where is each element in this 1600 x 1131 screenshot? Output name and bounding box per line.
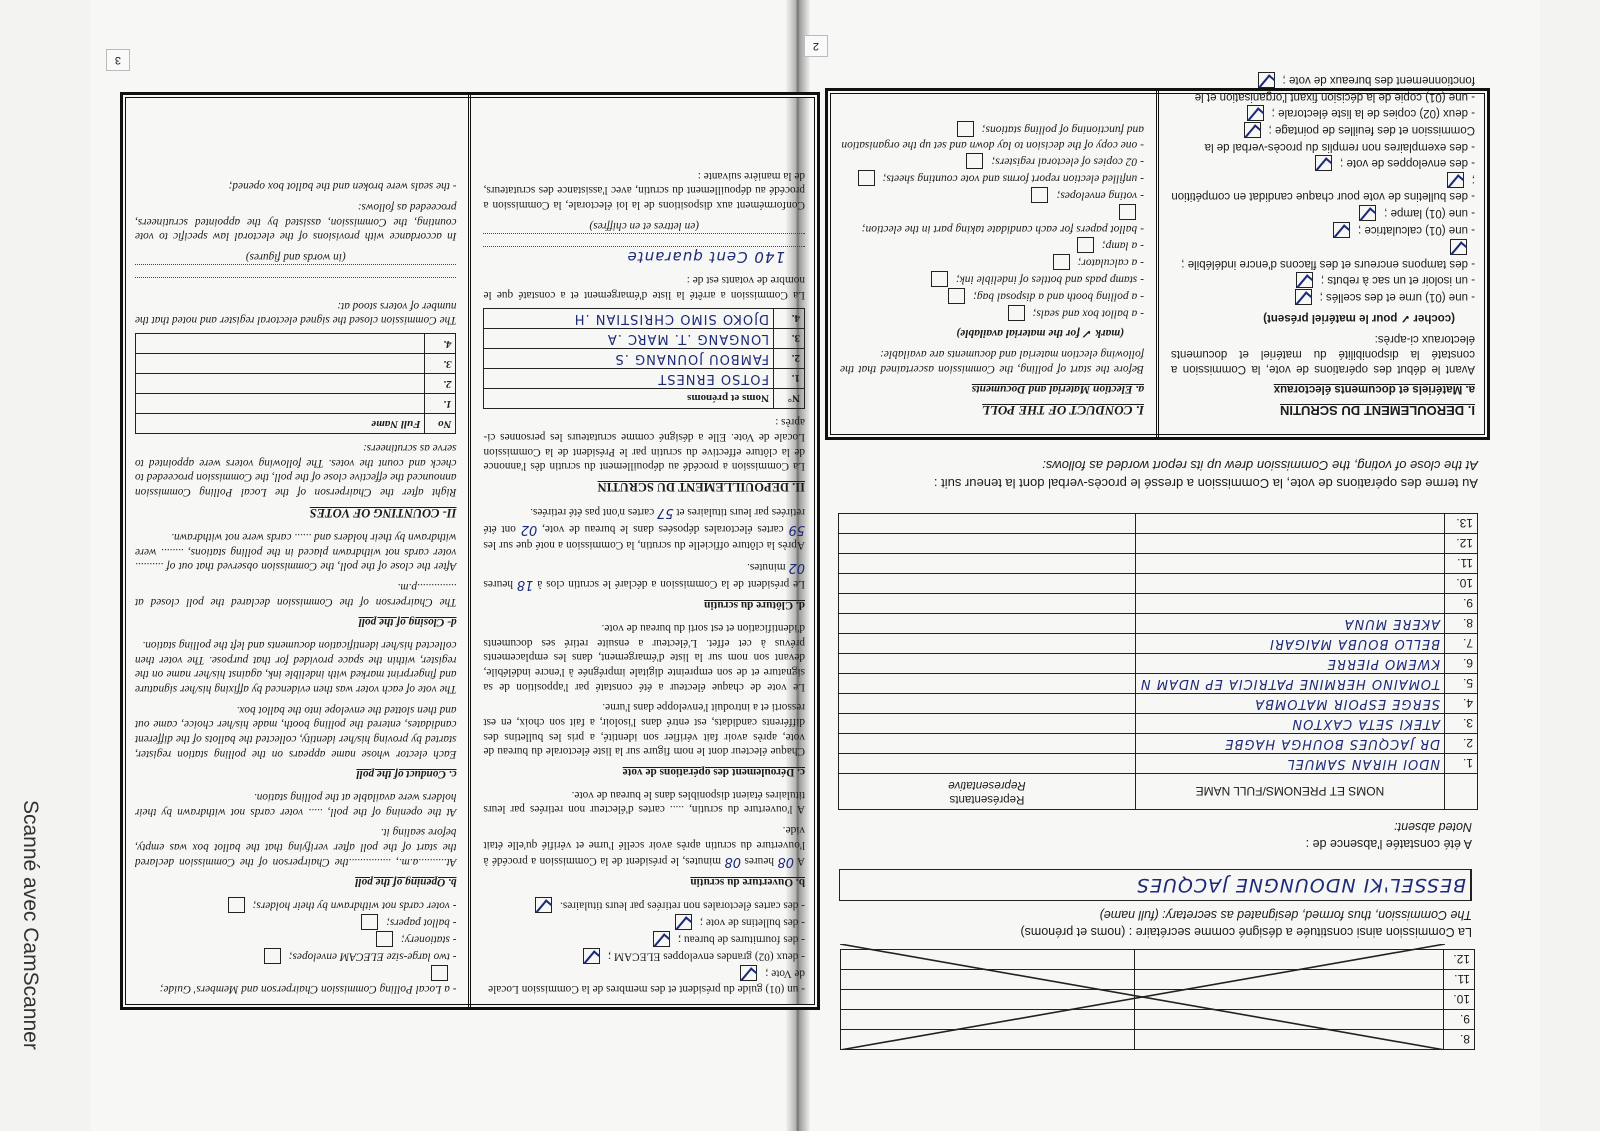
name-cell[interactable]: FAMBOU JOUNANG .S <box>484 348 774 368</box>
item-label: - des cartes électorales non retirées par leurs titulaires. <box>560 899 805 912</box>
item-label: - one copy of the decision to lay down and set up the organisation and functioning of polling stations; <box>841 123 1144 152</box>
cards-total-field[interactable]: 59 <box>788 522 805 538</box>
opening-heading: b. Opening of the poll <box>355 876 457 889</box>
cards-text-part: Après la clôture officielle du scrutin, la Commission a noté que sur les <box>483 538 805 551</box>
checklist-item <box>484 948 806 964</box>
row-number: 4. <box>774 308 805 328</box>
item-label: - une (01) lampe ; <box>1384 206 1475 219</box>
material-column-en <box>828 91 1159 437</box>
table-row <box>484 328 805 348</box>
closing-heading: d- Closing of the poll <box>358 616 457 629</box>
table-row <box>839 534 1478 554</box>
closing-text-part: heures <box>483 577 513 590</box>
material-checklist <box>840 121 1144 321</box>
material-checklist <box>1171 72 1475 305</box>
opening-cards-text: At the opening of the poll, ..... voter cards not withdrawn by their holders were available at the polling station. <box>135 790 457 818</box>
item-label: - des bulletins de vote pour chaque candidat en compétition ; <box>1171 174 1475 203</box>
row-number: 11. <box>1445 554 1478 574</box>
name-cell[interactable] <box>1135 594 1444 614</box>
header-number: N° <box>774 388 805 408</box>
checkbox[interactable] <box>948 288 965 304</box>
checklist-item <box>484 931 806 947</box>
conduct-text-2: The vote of each voter was then evidenced by affixing his/her signature and fingerprint marked with indelible ink, against his/her name on the register, within the space provided for that purpose. The voter then collected his/her identification documents and left the polling station. <box>135 638 457 695</box>
name-cell[interactable]: DJOKO SIMO CHRISTIAN .H <box>484 308 774 328</box>
item-label: - a polling booth and a disposal bag; <box>973 289 1144 302</box>
row-number: 12. <box>1444 950 1475 970</box>
item-label: - a Local Polling Commission Chairperson and Members' Guide; <box>159 983 457 995</box>
checklist-item <box>840 271 1144 287</box>
item-label: - deux (02) grandes enveloppes ELECAM ; <box>607 950 805 963</box>
table-row <box>839 574 1478 594</box>
table-row <box>136 394 457 414</box>
representative-cell[interactable] <box>839 734 1136 754</box>
absent-label-fr: A été constatée l'absence de : <box>1305 837 1472 851</box>
table-row <box>484 348 805 368</box>
closing-time-text <box>484 558 806 592</box>
checklist-item <box>135 965 457 996</box>
table-row <box>839 514 1478 534</box>
item-label: - des fournitures de bureau ; <box>677 933 805 946</box>
checklist-item <box>840 121 1144 152</box>
material-column-fr <box>1159 74 1487 437</box>
reps-header-name: NOMS ET PRENOMS/FULL NAME <box>1135 774 1444 810</box>
row-number: 3. <box>425 354 456 374</box>
checkbox[interactable] <box>1295 289 1312 305</box>
closing-text-part: Le président de la Commission a déclaré le scrutin clos à <box>537 577 805 590</box>
checklist-item <box>840 237 1144 253</box>
intro-text: Avant le début des opérations de vote, la Commission a constaté la disponibilité du matériel et documents électoraux ci-après: <box>1171 332 1475 376</box>
item-label: - voter cards not withdrawn by their holders; <box>252 899 457 912</box>
row-number: 11. <box>1444 970 1475 990</box>
checklist-item <box>484 897 806 913</box>
absent-label-en: Noted absent: <box>1394 820 1472 834</box>
name-cell[interactable]: KWEMO PIERRE <box>1135 654 1444 674</box>
checklist-item <box>1171 172 1475 204</box>
scrutineers-table <box>135 333 457 434</box>
reps-header-number <box>1445 774 1478 810</box>
checklist-item <box>1171 105 1475 121</box>
checkbox[interactable] <box>957 121 974 137</box>
voters-count-text: The Commission closed the signed electoral register and noted that the number of voters stood at: <box>134 299 457 327</box>
representative-cell[interactable] <box>839 754 1136 774</box>
name-cell[interactable]: BELLO BOUBA MAIGARI <box>1135 634 1444 654</box>
representative-cell[interactable] <box>839 714 1136 734</box>
checkbox[interactable] <box>1008 305 1025 321</box>
counting-text: Right after the Chairperson of the Local Polling Commission announced the effective close of the poll, the Commission proceeded to check and count the votes. The following voters were appointed to serve as scrutineers: <box>135 441 457 498</box>
table-row <box>839 714 1478 734</box>
representative-cell[interactable] <box>839 594 1136 614</box>
representative-cell[interactable] <box>839 654 1136 674</box>
item-label: - ballot papers; <box>386 916 457 929</box>
intro-text: Before the start of polling, the Commission ascertained that the following election material and documents are available: <box>840 348 1144 376</box>
row-number: 10. <box>1445 574 1478 594</box>
checkbox[interactable] <box>1119 204 1136 220</box>
item-label: - two large-size ELECAM envelopes; <box>288 950 457 963</box>
checkbox[interactable] <box>376 931 393 947</box>
row-number: 1. <box>1445 754 1478 774</box>
table-row <box>839 694 1478 714</box>
row-number: 4. <box>1445 694 1478 714</box>
header-name: Noms et prénoms <box>484 388 774 408</box>
checkbox[interactable] <box>1053 254 1070 270</box>
checklist-item <box>1171 204 1475 220</box>
table-row <box>839 734 1478 754</box>
checklist-item <box>840 305 1144 321</box>
checkbox[interactable] <box>740 965 757 981</box>
instruction-text: (mark ✓ for the material available) <box>956 326 1124 339</box>
name-cell[interactable]: SERGE ESPOIR MATOMBA <box>1135 694 1444 714</box>
checkbox[interactable] <box>1032 187 1049 203</box>
conduct-heading: c. Déroulement des opérations de vote <box>622 766 805 779</box>
item-label: - stamp pads and bottles of indelible ink; <box>955 272 1144 285</box>
checkbox[interactable] <box>432 965 449 981</box>
opening-cards-text: A l'ouverture du scrutin, ..... cartes d'électeur non retirées par leurs titulaires étaient disponibles dans le bureau de vote. <box>483 788 805 816</box>
closing-text-part: minutes. <box>747 560 786 573</box>
voters-count-field[interactable]: 140 Cent quarante <box>484 246 806 267</box>
material-checklist-continued <box>484 897 806 996</box>
conduct-text-1: Chaque électeur dont le nom figure sur la liste électorale du bureau de vote, après avoir fait vérifier son identité, a pris les bulletins des différents candidats, est entré dans l'isoloir, a fait son choix, en est ressorti et a introduit l'enveloppe dans l'urne. <box>483 701 805 758</box>
table-row <box>136 374 457 394</box>
checklist-item <box>1171 289 1475 305</box>
cards-text-part: cartes n'ont pas été retirées. <box>530 506 655 519</box>
election-material-box <box>825 74 1490 440</box>
name-cell[interactable] <box>136 394 426 414</box>
opening-text-part: A <box>797 854 805 867</box>
reps-header-rep-en: Representative <box>948 779 1026 792</box>
conduct-text-1: Each elector whose name appears on the polling station register, started by proving his/her identity, collected the ballots of the different candidates, entered the polling booth, made his/her choice, came out and then slotted the envelope into the ballot box. <box>135 703 457 760</box>
name-cell[interactable] <box>136 334 426 354</box>
checkbox[interactable] <box>228 897 245 913</box>
crossed-out-mark <box>840 944 1445 1050</box>
table-row <box>136 354 457 374</box>
item-label: - une (01) urne et des scellés ; <box>1319 291 1475 304</box>
conduct-heading: c. Conduct of the poll <box>356 768 457 781</box>
checkbox[interactable] <box>361 914 378 930</box>
table-row <box>839 594 1478 614</box>
name-cell[interactable] <box>1135 574 1444 594</box>
row-number: 8. <box>1444 1030 1475 1050</box>
name-cell[interactable] <box>1135 554 1444 574</box>
checkbox[interactable] <box>264 948 281 964</box>
item-label: - voting envelopes; <box>1056 189 1144 202</box>
representative-cell[interactable] <box>839 674 1136 694</box>
table-row <box>839 634 1478 654</box>
checkbox[interactable] <box>1247 105 1264 121</box>
counting-step: - the seals were broken and the ballot box opened; <box>228 180 457 193</box>
item-label: - des tampons encreurs et des flacons d'encre indélébile ; <box>1181 257 1475 270</box>
representative-cell[interactable] <box>839 574 1136 594</box>
opening-text <box>484 822 806 868</box>
checklist-item <box>135 931 457 947</box>
closing-hour-field[interactable]: 18 <box>516 576 534 592</box>
item-label: - a lamp; <box>1101 238 1144 251</box>
name-cell[interactable] <box>1135 534 1444 554</box>
counting-heading: II- COUNTING OF VOTES <box>309 506 457 521</box>
watermark-text: Scanné avec CamScanner <box>19 800 42 1050</box>
row-number: 3. <box>774 328 805 348</box>
representative-cell[interactable] <box>839 634 1136 654</box>
row-number: 9. <box>1444 1010 1475 1030</box>
item-label: - des exemplaires non remplis du procès-verbal de la Commission et des feuilles de pointage ; <box>1204 124 1475 153</box>
name-cell[interactable]: ATEKI SETA CAXTON <box>1135 714 1444 734</box>
item-label: - une (01) calculatrice ; <box>1358 224 1475 237</box>
checkbox[interactable] <box>1244 122 1261 138</box>
secretary-label-fr: La Commission ainsi constituée a désigné comme secrétaire : (noms et prénoms) <box>1020 925 1472 939</box>
row-number: 9. <box>1445 594 1478 614</box>
closing-statement-en: At the close of voting, the Commission drew up its report worded as follows: <box>1042 458 1478 473</box>
closing-time-text: The Chairperson of the Commission declared the poll closed at ..............p.m. <box>135 580 457 608</box>
item-label: - un isoloir et un sac à rebuts ; <box>1320 273 1475 286</box>
checklist-item <box>840 204 1144 235</box>
counting-procedure-text: In accordance with provisions of the electoral law specific to vote counting, the Commission, assisted by the appointed scrutineers, proceeded as follows: <box>135 200 457 243</box>
checklist-item <box>1171 222 1475 238</box>
checkbox[interactable] <box>1359 205 1376 221</box>
item-label: - a calculator; <box>1077 255 1144 268</box>
checkbox[interactable] <box>858 170 875 186</box>
row-number: 10. <box>1444 990 1475 1010</box>
row-number: 6. <box>1445 654 1478 674</box>
representatives-table <box>838 513 1478 810</box>
checkbox[interactable] <box>1450 239 1467 255</box>
header-number: No <box>425 414 456 434</box>
page-number: 2 <box>804 35 828 57</box>
name-cell[interactable] <box>136 354 426 374</box>
name-cell[interactable] <box>136 374 426 394</box>
voters-count-hint: (in words and figures) <box>245 250 346 263</box>
cards-text-part: cartes électorales déposées dans le bureau de vote, <box>542 523 784 536</box>
checkbox[interactable] <box>966 153 983 169</box>
name-cell[interactable]: FOTSO ERNEST <box>484 368 774 388</box>
table-row <box>839 674 1478 694</box>
voters-count-text: La Commission a arrêté la liste d'émargement et a constaté que le nombre de votants est de : <box>483 273 805 301</box>
procedure-column-en <box>123 95 472 1007</box>
row-number: 5. <box>1445 674 1478 694</box>
checkbox[interactable] <box>1447 172 1464 188</box>
checklist-item <box>1171 72 1475 104</box>
checkbox[interactable] <box>535 897 552 913</box>
closing-minute-field[interactable]: 02 <box>788 559 805 575</box>
checklist-item <box>840 170 1144 186</box>
checklist-item <box>484 965 806 996</box>
row-number: 2. <box>425 374 456 394</box>
voters-count-field[interactable] <box>135 277 457 292</box>
opening-minute-field[interactable]: 08 <box>724 853 742 869</box>
representative-cell[interactable] <box>839 694 1136 714</box>
item-label: - stationery; <box>400 933 457 946</box>
checkbox[interactable] <box>1077 237 1094 253</box>
cards-not-withdrawn-field[interactable]: 57 <box>657 505 674 521</box>
table-row <box>484 368 805 388</box>
checklist-item <box>1171 155 1475 171</box>
top-table-continued <box>840 949 1475 1050</box>
subsection-heading: a. Matériels et documents électoraux <box>1273 382 1475 395</box>
table-row <box>136 334 457 354</box>
counting-procedure-text: Conformément aux dispositions de la loi électorale, la Commission a procédé au dépouillement du scrutin, avec l'assistance des scrutateurs, de la manière suivante : <box>483 169 805 211</box>
name-cell[interactable]: TOMAINO HERMINE PATRICIA EP NDAM N <box>1135 674 1444 694</box>
cards-withdrawn-field[interactable]: 02 <box>520 522 538 538</box>
table-row <box>839 614 1478 634</box>
opening-heading: b. Ouverture du scrutin <box>690 876 805 889</box>
table-row <box>839 754 1478 774</box>
checkbox[interactable] <box>653 931 670 947</box>
section-heading: I. DEROULEMENT DU SCRUTIN <box>1280 403 1475 418</box>
item-label: - ballot papers for each candidate taking part in the election; <box>861 222 1144 235</box>
checklist-item <box>484 914 806 930</box>
counting-heading: II. DEPOUILLEMENT DU SCRUTIN <box>597 480 805 495</box>
row-number: 2. <box>774 348 805 368</box>
row-number: 1. <box>774 368 805 388</box>
checklist-item <box>840 187 1144 203</box>
checkbox[interactable] <box>931 271 948 287</box>
checklist-item <box>135 897 457 913</box>
checkbox[interactable] <box>1333 222 1350 238</box>
row-number: 13. <box>1445 514 1478 534</box>
material-checklist-continued <box>135 897 457 996</box>
item-label: - une (01) copie de la décision fixant l'organisation et le fonctionnement des bureaux de vote ; <box>1194 74 1475 103</box>
table-row <box>839 654 1478 674</box>
closing-heading: d. Clôture du scrutin <box>704 599 805 612</box>
opening-text-part: heures <box>744 854 774 867</box>
row-number: 4. <box>425 334 456 354</box>
checklist-item <box>840 288 1144 304</box>
checklist-item <box>1171 122 1475 154</box>
name-cell[interactable]: NDOI HIRAN SAMUEL <box>1135 754 1444 774</box>
checklist-item <box>135 948 457 964</box>
name-cell[interactable]: LONGANG .T. MARC .A <box>484 328 774 348</box>
representative-cell[interactable] <box>839 554 1136 574</box>
checklist-item <box>840 153 1144 169</box>
representative-cell[interactable] <box>839 514 1136 534</box>
procedure-box <box>120 92 820 1010</box>
checkbox[interactable] <box>1258 72 1275 88</box>
reps-header-representative <box>839 774 1136 810</box>
item-label: - des enveloppes de vote ; <box>1340 156 1475 169</box>
item-label: - unfilled election report forms and vote counting sheets; <box>882 172 1144 185</box>
counting-text: La Commission a procédé au dépouillement du scrutin dès l'annonce de la clôture effective du scrutin par le Président de la Commission Locale de Vote. Elle a désigné comme scrutateurs les personnes ci-après : <box>483 416 805 473</box>
camscanner-watermark <box>8 800 48 1090</box>
cards-text-part: ont été retirées par leurs titulaires et <box>483 506 805 536</box>
row-number: 7. <box>1445 634 1478 654</box>
representative-cell[interactable] <box>839 614 1136 634</box>
closing-statement-fr: Au terme des opérations de vote, la Commission a dressé le procès-verbal dont la teneur suit : <box>933 476 1478 491</box>
reps-header-rep-fr: Représentants <box>949 793 1025 806</box>
row-number: 3. <box>1445 714 1478 734</box>
voters-count-hint: (en lettres et en chiffres) <box>589 219 700 232</box>
table-row <box>839 554 1478 574</box>
opening-text-part: minutes, le président de la Commission a procédé à l'ouverture du scrutin après avoir scellé l'urne et vérifié qu'elle était vide. <box>483 824 805 867</box>
opening-hour-field[interactable]: 08 <box>777 853 794 869</box>
scrutineers-table <box>484 308 806 409</box>
row-number: 2. <box>1445 734 1478 754</box>
closing-cards-text <box>484 503 806 551</box>
row-number: 12. <box>1445 534 1478 554</box>
page-number: 3 <box>106 49 130 71</box>
conduct-text-2: Le vote de chaque électeur a été constaté par l'apposition de sa signature et de son empreinte digitale imprégnée à l'encre indélébile, devant son nom sur la liste d'émargement, dans les emplacements prévus à cet effet. L'électeur a ensuite retiré ses documents d'identification et est sorti du bureau de vote. <box>483 622 805 693</box>
row-number: 8. <box>1445 614 1478 634</box>
row-number: 1. <box>425 394 456 414</box>
checklist-item <box>135 914 457 930</box>
name-cell[interactable] <box>1135 514 1444 534</box>
item-label: - des bulletins de vote ; <box>699 916 805 929</box>
checkbox[interactable] <box>1296 272 1313 288</box>
item-label: - 02 copies of electoral registers; <box>991 155 1144 168</box>
instruction-text: (cocher ✓ pour le matériel présent) <box>1263 311 1455 324</box>
procedure-column-fr <box>472 95 818 1007</box>
closing-cards-text: After the close of the poll, the Commission observed that out of .......... voter cards not withdrawn placed in the polling stations, ........ were withdrawn by their holders and ...... cards were not withdrawn. <box>135 530 457 573</box>
item-label: - deux (02) copies de la liste électorale ; <box>1271 106 1475 119</box>
secretary-label-en: The Commission, thus formed, designated as secretary: (full name) <box>1099 908 1472 922</box>
checklist-item <box>1171 239 1475 271</box>
dotted-line <box>484 233 806 246</box>
checklist-item <box>1171 272 1475 288</box>
name-cell[interactable]: AKERE MUNA <box>1135 614 1444 634</box>
name-cell[interactable]: DR JACQUES BOUHGA HAGBE <box>1135 734 1444 754</box>
section-heading: I. CONDUCT OF THE POLL <box>982 403 1144 418</box>
representative-cell[interactable] <box>839 534 1136 554</box>
checklist-item <box>840 254 1144 270</box>
item-label: - a ballot box and seals; <box>1032 306 1144 319</box>
secretary-name-field[interactable]: BESSEL'KI NDOUNGNE JACQUES <box>839 869 1472 901</box>
checkbox[interactable] <box>1315 155 1332 171</box>
opening-text: At..........a.m., ...............the Chairperson of the Commission declared the start of the poll after verifying that the ballot box was empty, before sealing it. <box>135 826 457 868</box>
checkbox[interactable] <box>675 914 692 930</box>
subsection-heading: a. Election Material and Documents <box>971 382 1144 395</box>
table-row <box>484 308 805 328</box>
dotted-line <box>135 264 457 277</box>
header-name: Full Name <box>136 414 426 434</box>
checkbox[interactable] <box>583 948 600 964</box>
item-label: - un (01) guide du président et des membres de la Commission Locale de Vote ; <box>488 967 805 995</box>
